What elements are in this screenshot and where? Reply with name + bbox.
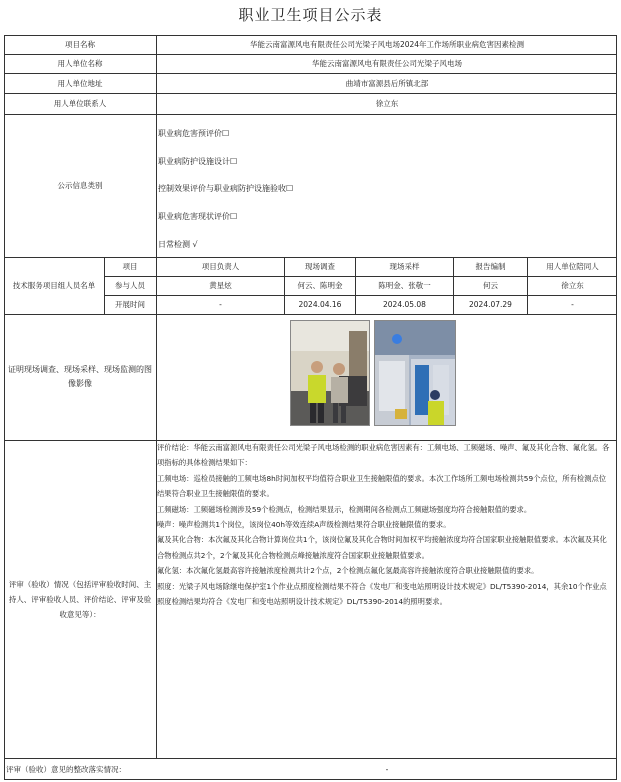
team-header-cell: 报告编制 xyxy=(475,262,506,271)
conclusion-paragraph: 工频电场：巡检员接触的工频电场8h时间加权平均值符合职业卫生接触限值的要求。本次工作场所工频电场检测共59个点位，所有检测点位结果符合职业卫生接触限值的要求。 xyxy=(157,473,607,499)
rectification-label: 评审（验收）意见的整改落实情况： xyxy=(6,764,126,774)
team-cell: - xyxy=(219,300,222,309)
employer-name-value: 华能云南富源风电有限责任公司光梁子风电场 xyxy=(312,59,462,68)
project-name-label: 项目名称 xyxy=(65,40,95,49)
team-list-label: 技术服务项目组人员名单 xyxy=(12,281,96,290)
employer-contact-label: 用人单位联系人 xyxy=(53,99,107,108)
disclosure-category-label: 公示信息类别 xyxy=(57,181,103,190)
team-cell: - xyxy=(571,300,574,309)
review-label: 评审（验收）情况（包括评审验收时间、主持人、评审验收人员、评价结论、评审及验收意见等）： xyxy=(8,579,152,619)
category-options xyxy=(158,114,608,276)
team-cell: 2024.07.29 xyxy=(469,300,512,309)
team-cell: 何云 xyxy=(483,281,498,290)
conclusion-paragraph: 噪声：噪声检测共1个岗位，该岗位40h等效连续A声级检测结果符合职业接触限值的要求。 xyxy=(157,520,451,530)
category-option: 职业病危害预评价☐ xyxy=(158,129,230,138)
project-name-value: 华能云南富源风电有限责任公司光梁子风电场2024年工作场所职业病危害因素检测 xyxy=(249,40,525,49)
team-header-cell: 现场采样 xyxy=(389,262,420,271)
team-header-cell: 项目负责人 xyxy=(201,262,240,271)
category-option: 职业病危害现状评价☐ xyxy=(158,212,238,221)
conclusion-paragraph: 评价结论：华能云南富源风电有限责任公司光梁子风电场检测的职业病危害因素有：工频电场、工频磁场、噪声、氟及其化合物、氟化氢。各项指标的具体检测结果如下： xyxy=(157,443,610,468)
category-option: 职业病防护设施设计☐ xyxy=(158,157,238,166)
category-option: 控制效果评价与职业病防护设施验收☐ xyxy=(158,184,294,193)
category-option-checked: 日常检测 √ xyxy=(158,240,198,249)
team-cell: 徐立东 xyxy=(561,281,584,290)
team-cell: 陈明金、张敬一 xyxy=(378,281,431,290)
team-cell: 何云、陈明金 xyxy=(297,281,343,290)
team-header-cell: 现场调查 xyxy=(305,262,335,271)
rectification-value: - xyxy=(385,764,389,774)
team-cell: 2024.05.08 xyxy=(383,300,426,309)
employer-contact-value: 徐立东 xyxy=(375,99,399,108)
employer-name-label: 用人单位名称 xyxy=(57,59,103,68)
team-cell: 2024.04.16 xyxy=(298,300,342,309)
conclusion-paragraph: 氟及其化合物：本次氟及其化合物计算岗位共1个，该岗位氟及其化合物时间加权平均接触浓度均符合国家职业接触限值要求。本次氟及其化合物检测点共2个，2个氟及其化合物检测点峰接触浓度符合国家职业接触限值要求。 xyxy=(157,535,607,560)
team-header-cell: 用人单位陪同人 xyxy=(546,262,599,271)
review-conclusion xyxy=(157,440,611,754)
employer-address-value: 曲靖市富源县后所镇北部 xyxy=(345,78,429,88)
conclusion-paragraph: 工频磁场：工频磁场检测涉及59个检测点，检测结果显示，检测期间各检测点工频磁场强度均符合接触限值的要求。 xyxy=(157,504,532,514)
site-sampling-photo xyxy=(374,320,456,426)
site-survey-photo xyxy=(290,320,370,426)
team-header-cell: 项目 xyxy=(122,262,138,271)
team-row-label: 参与人员 xyxy=(115,281,145,290)
team-row-label: 开展时间 xyxy=(115,300,145,309)
page-title: 职业卫生项目公示表 xyxy=(238,6,383,24)
team-cell: 黄星炫 xyxy=(209,281,232,290)
conclusion-paragraph: 照度：光梁子风电场除继电保护室1个作业点照度检测结果不符合《发电厂和变电站照明设计技术规定》DL/T5390-2014，其余10个作业点照度检测结果均符合《发电厂和变电站照明设计技术规定》DL/T5390-2014的照明要求。 xyxy=(157,581,607,607)
conclusion-paragraph: 氟化氢：本次氟化氢最高容许接触浓度检测共计2个点，2个检测点氟化氢最高容许接触浓度符合职业接触限值的要求。 xyxy=(157,566,539,576)
images-label: 证明现场调查、现场采样、现场监测的图像影像 xyxy=(8,365,152,388)
employer-address-label: 用人单位地址 xyxy=(57,78,103,88)
